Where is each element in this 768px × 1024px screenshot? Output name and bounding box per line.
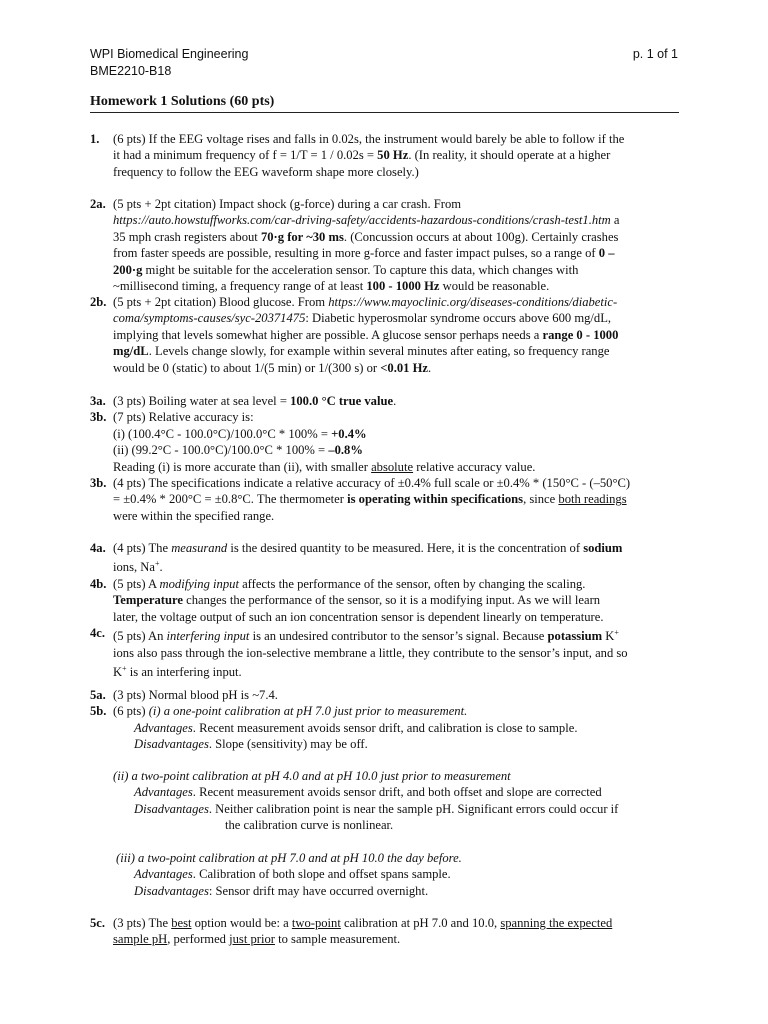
q2a-impact: 70·g for ~30 ms [260,229,344,244]
q5b-iii-adv-label: Advantages [134,867,193,882]
q2a-frequency: 100 - 1000 Hz [366,279,440,294]
q1-line2: it had a minimum frequency of f = 1/T = 1 / 0.02s = [113,148,378,163]
q2b-line5-end: . [427,360,432,375]
q5c-line1: (3 pts) The [113,916,172,930]
q3a-answer: 100.0 °C true value [290,394,394,408]
q2a-range-end: 200·g [113,262,143,277]
q3b-reading-i-result: +0.4% [331,426,367,441]
q5b-label: 5b. [90,704,107,719]
question-5b-option-ii [90,768,682,834]
question-2a [90,196,682,294]
q4b-line1: (5 pts) A [113,577,160,591]
q5c-line1-mid2: calibration at pH 7.0 and 10.0, [340,916,501,930]
q2b-line5: would be 0 (static) to about 1/(5 min) or 1/(300 s) or [113,360,381,375]
q5b-i-adv-label: Advantages [134,720,193,735]
q5c-spanning: spanning the expected [500,916,613,930]
q5b-iii-adv: . Calibration of both slope and offset spans sample. [192,867,451,882]
q3b2-both-readings: both readings [558,492,627,507]
q3b-reading-ii: (ii) (99.2°C - 100.0°C)/100.0°C * 100% = [113,443,329,458]
q2a-citation-url: https://auto.howstuffworks.com/car-driving-safety/accidents-hazardous-conditions/crash-test1.htm [113,213,611,228]
q2a-url-trail: a [610,213,620,228]
q2b-citation-url-cont: coma/symptoms-causes/syc-20371475 [113,311,306,326]
q2a-line6: ~millisecond timing, a frequency range of at least [113,279,367,294]
q4a-line1-mid: is the desired quantity to be measured. Here, it is the concentration of [227,541,584,555]
q5b-ii-dis: . Neither calibration point is near the sample pH. Significant errors could occur if [208,801,619,816]
q2a-line3-end: . (Concussion occurs at about 100g). Certainly crashes [343,229,619,244]
q4a-na-charge: + [154,559,160,569]
q4b-line2: changes the performance of the sensor, so it is a modifying input. As we will learn [182,593,601,608]
question-3 [90,393,682,524]
header-course: BME2210-B18 [90,64,172,78]
q5b-ii-dis-cont: the calibration curve is nonlinear. [225,818,394,833]
q4c-label: 4c. [90,626,106,641]
header-left [90,46,248,80]
question-5b-option-iii [90,850,682,899]
q4c-line2: ions also pass through the ion-selective membrane a little, they contribute to the sensor’s input, and so [113,645,628,660]
q5a-label: 5a. [90,688,106,702]
q3b2-verdict: is operating within specifications [347,492,524,507]
q3b-conclusion-end: relative accuracy value. [413,459,536,474]
q3b2-label: 3b. [90,476,107,491]
question-5 [90,687,682,753]
q5b-i-dis-label: Disadvantages [134,737,209,752]
q3a-label: 3a. [90,394,106,408]
q5b-ii-dis-label: Disadvantages [134,801,209,816]
q3b2-line1: (4 pts) The specifications indicate a relative accuracy of ±0.4% full scale or ±0.4% * (150°C - (–50°C) [113,476,631,491]
q2a-line4: from faster speeds are possible, resulting in more g-force and faster impact pulses, so a range of [113,246,599,261]
q4c-k-charge: + [614,628,619,638]
q4c-line1-mid: is an undesired contributor to the sensor’s signal. Because [249,629,548,644]
q4a-line2: ions, Na [113,560,155,575]
q5b-pts: (6 pts) [113,704,149,719]
q3b2-since: , since [523,492,559,507]
q5b-option-i: (i) a one-point calibration at pH 7.0 just prior to measurement. [148,704,468,719]
q4a-measurand: measurand [171,541,228,555]
question-1 [90,131,682,180]
q5b-i-adv: . Recent measurement avoids sensor drift, and calibration is close to sample. [192,720,578,735]
q3b2-line3: were within the specified range. [113,508,275,523]
q4c-potassium: potassium [547,629,603,644]
question-2b [90,294,682,376]
q2b-citation-url: https://www.mayoclinic.org/diseases-conditions/diabetic- [328,295,618,309]
q1-line1: (6 pts) If the EEG voltage rises and falls in 0.02s, the instrument would barely be able to follow if the [113,132,625,146]
q1-line2-end: . (In reality, it should operate at a higher [408,148,611,163]
q2a-label: 2a. [90,197,106,211]
q5c-line2-end: to sample measurement. [274,932,401,947]
q5b-option-iii: (iii) a two-point calibration at pH 7.0 and at pH 10.0 the day before. [116,851,462,865]
q5a-line1: (3 pts) Normal blood pH is ~7.4. [113,688,278,702]
q4c-interfering-input: interfering input [166,629,250,644]
q5b-iii-dis-label: Disadvantages [134,883,209,898]
q2b-line4: . Levels change slowly, for example within several minutes after eating, so frequency range [148,344,610,359]
q5c-just-prior: just prior [229,932,275,947]
q5c-best: best [171,916,192,930]
header-org: WPI Biomedical Engineering [90,47,249,61]
question-4 [90,540,682,681]
q1-line3: frequency to follow the EEG waveform shape more closely.) [113,164,419,179]
q4b-label: 4b. [90,577,107,591]
q4c-line1: (5 pts) An [113,629,167,644]
q2a-line6-end: would be reasonable. [439,279,550,294]
q2b-line1: (5 pts + 2pt citation) Blood glucose. From [113,295,329,309]
q3b-reading-ii-result: –0.8% [328,443,363,458]
q4b-line3: later, the voltage output of such an ion concentration sensor is dependent linearly on temperature. [113,609,604,624]
q5b-i-dis: . Slope (sensitivity) may be off. [208,737,368,752]
page-title: Homework 1 Solutions (60 pts) [90,94,275,109]
q2b-line2: : Diabetic hyperosmolar syndrome occurs above 600 mg/dL, [305,311,612,326]
q2b-unit: mg/dL [113,344,149,359]
q4c-k2-charge: + [122,664,127,674]
q5b-option-ii: (ii) a two-point calibration at pH 4.0 and at pH 10.0 just prior to measurement [113,769,511,783]
q2a-line5: might be suitable for the acceleration sensor. To capture this data, which changes with [142,262,579,277]
q5c-line1-mid: option would be: a [191,916,292,930]
q4b-modifying-input: modifying input [159,577,239,591]
q2b-frequency: <0.01 Hz [380,360,428,375]
q5c-sample-ph: sample pH [113,932,168,947]
q3a-line1: (3 pts) Boiling water at sea level = [113,394,291,408]
q3b2-line2: = ±0.4% * 200°C = ±0.8°C. The thermometer [113,492,348,507]
q3b-label: 3b. [90,410,107,425]
q3a-line1-end: . [393,394,397,408]
q4b-line1-end: affects the performance of the sensor, often by changing the scaling. [238,577,586,591]
q4c-line3: is an interfering input. [126,665,242,680]
q5c-two-point: two-point [291,916,341,930]
q5b-ii-adv-label: Advantages [134,785,193,800]
q5b-ii-adv: . Recent measurement avoids sensor drift, and both offset and slope are corrected [192,785,602,800]
q1-answer: 50 Hz [377,148,409,163]
q5c-performed: , performed [167,932,230,947]
q2b-range: range 0 - 1000 [542,327,619,342]
q2a-line3: 35 mph crash registers about [113,229,261,244]
q5c-label: 5c. [90,916,106,930]
q4b-temperature: Temperature [113,593,183,608]
q1-label: 1. [90,132,100,146]
header-page-number: p. 1 of 1 [632,47,678,61]
q4c-k: K [602,629,615,644]
q4a-sodium: sodium [583,541,623,555]
q2b-line3: implying that levels somewhat higher are possible. A glucose sensor perhaps needs a [113,327,543,342]
q4c-k2: K [113,665,123,680]
q2b-label: 2b. [90,295,107,309]
q5b-iii-dis: : Sensor drift may have occurred overnight. [208,883,429,898]
title-rule [90,112,679,113]
q2a-range-start: 0 – [598,246,615,261]
q3b-reading-i: (i) (100.4°C - 100.0°C)/100.0°C * 100% = [113,426,332,441]
q4a-line1: (4 pts) The [113,541,172,555]
q3b-absolute: absolute [371,459,414,474]
q4a-line2-end: . [159,560,163,575]
q3b-conclusion: Reading (i) is more accurate than (ii), with smaller [113,459,372,474]
q4a-label: 4a. [90,541,106,555]
q3b-line1: (7 pts) Relative accuracy is: [113,410,254,425]
q2a-line1: (5 pts + 2pt citation) Impact shock (g-force) during a car crash. From [113,197,462,211]
question-5c [90,915,682,948]
